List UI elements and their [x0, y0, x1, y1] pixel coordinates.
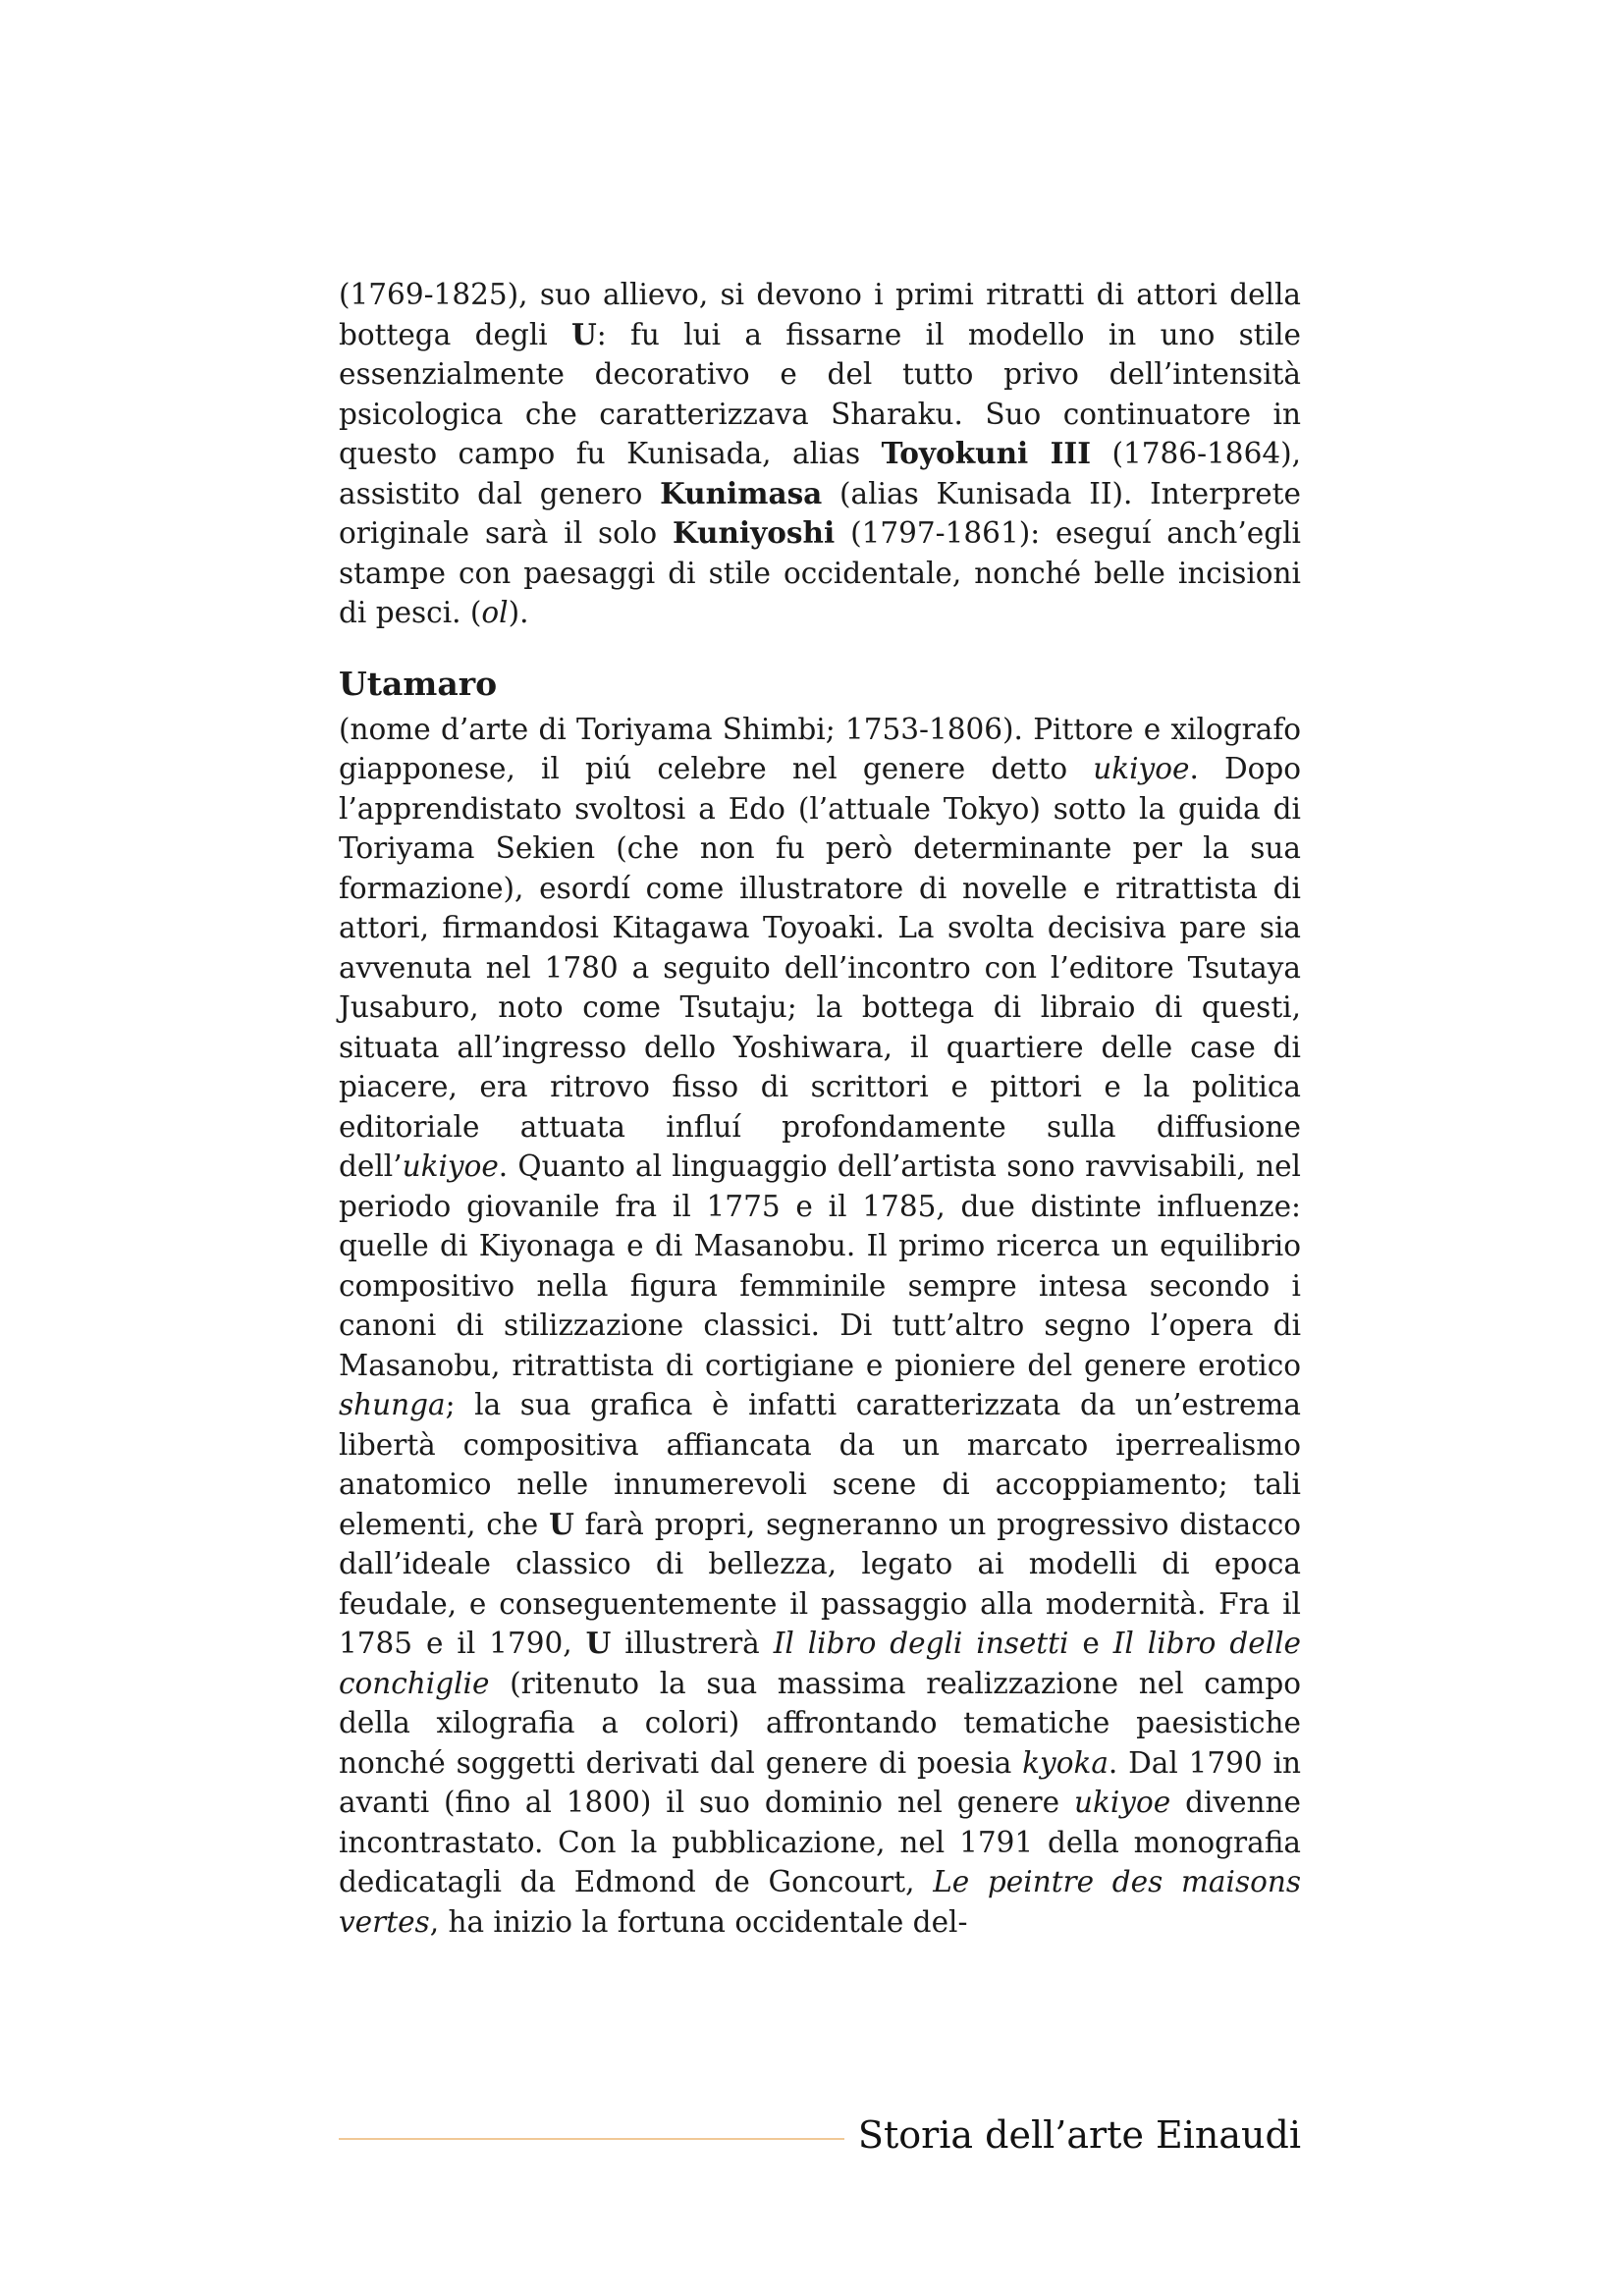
bold-text: Kuniyoshi — [673, 515, 836, 550]
text-run: e — [1068, 1627, 1113, 1660]
bold-text: U — [571, 316, 597, 351]
text-run: ; la sua grafica è infatti caratterizzata da un’estrema libertà compositiva affiancata da un marcato iperrealismo anatomico nelle innumerevoli scene di accoppiamento; tali elementi, che — [339, 1388, 1301, 1541]
text-run: illustrerà — [611, 1627, 774, 1660]
bold-text: Toyokuni III — [881, 436, 1092, 470]
italic-text: Il libro degli insetti — [773, 1627, 1069, 1660]
continuation-paragraph — [339, 275, 1301, 633]
text-run: , ha inizio la fortuna occidentale del- — [429, 1904, 968, 1939]
text-run: : fu lui a fissarne il modello in uno stile essenzialmente decorativo e del tutto privo dell’intensità psicologica che caratterizzava Sharaku. Suo continuatore in questo campo fu Kunisada, alias — [339, 317, 1301, 470]
text-run: divenne incontrastato. Con la pubblicazione, nel 1791 della monografia dedicatagli da Edmond de Goncourt, — [339, 1786, 1301, 1898]
text-run: ). — [508, 596, 529, 629]
text-run: farà propri, segneranno un progressivo distacco dall’ideale classico di bellezza, legato ai modelli di epoca feudale, e conseguentemente il passaggio alla modernità. Fra il 1785 e il 1790, — [339, 1507, 1302, 1660]
page-body — [339, 275, 1301, 1942]
italic-text: Le peintre des maisons vertes — [339, 1865, 1301, 1939]
text-run: . Dopo l’apprendistato svoltosi a Edo (l’attuale Tokyo) sotto la guida di Toriyama Sekien (che non fu però determinante per la sua formazione), esordí come illustratore di novelle e ritrattista di attori, firmandosi Kitagawa Toyoaki. La svolta decisiva pare sia avvenuta nel 1780 a seguito dell’incontro con l’editore Tsutaya Jusaburo, noto come Tsutaju; la bottega di libraio di questi, situata all’ingresso dello Yoshiwara, il quartiere delle case di piacere, era ritrovo fisso di scrittori e pittori e la politica editoriale attuata influí profondamente sulla diffusione dell’ — [339, 752, 1302, 1183]
italic-text: ukiyoe — [1093, 752, 1190, 785]
text-run: . Dal 1790 in avanti (fino al 1800) il suo dominio nel genere — [339, 1745, 1301, 1819]
italic-text: ukiyoe — [1074, 1786, 1171, 1819]
bold-text: U — [585, 1626, 612, 1660]
bold-text: U — [549, 1506, 574, 1541]
text-run: (nome d’arte di Toriyama Shimbi; 1753-1806). Pittore e xilografo giapponese, il piú celebre nel genere detto — [339, 712, 1301, 785]
text-run: (ritenuto la sua massima realizzazione nel campo della xilografia a colori) affrontando tematiche paesistiche nonché soggetti derivati dal genere di poesia — [339, 1666, 1301, 1780]
italic-text: ol — [481, 596, 509, 629]
footer-title: Storia dell’arte Einaudi — [857, 2113, 1301, 2157]
entry-paragraph — [339, 710, 1301, 1943]
text-run: . Quanto al linguaggio dell’artista sono ravvisabili, nel periodo giovanile fra il 1775 e il 1785, due distinte influenze: quelle di Kiyonaga e di Masanobu. Il primo ricerca un equilibrio compositivo nella figura femminile sempre intesa secondo i canoni di stilizzazione classici. Di tutt’altro segno l’opera di Masanobu, ritrattista di cortigiane e pioniere del genere erotico — [339, 1149, 1301, 1382]
italic-text: ukiyoe — [402, 1149, 499, 1183]
text-run: (1797-1861): eseguí anch’egli stampe con paesaggi di stile occidentale, nonché belle incisioni di pesci. ( — [339, 516, 1301, 629]
italic-text: Il libro delle conchiglie — [339, 1627, 1301, 1700]
text-run: (alias Kunisada II). Interprete originale sarà il solo — [339, 476, 1301, 550]
text-run: (1786-1864), assistito dal genero — [339, 437, 1301, 510]
entry-heading: Utamaro — [339, 664, 498, 703]
italic-text: kyoka — [1022, 1745, 1109, 1780]
text-run: (1769-1825), suo allievo, si devono i primi ritratti di attori della bottega degli — [339, 278, 1301, 351]
italic-text: shunga — [339, 1388, 446, 1421]
bold-text: Kunimasa — [660, 475, 823, 510]
footer-rule — [339, 2138, 844, 2140]
